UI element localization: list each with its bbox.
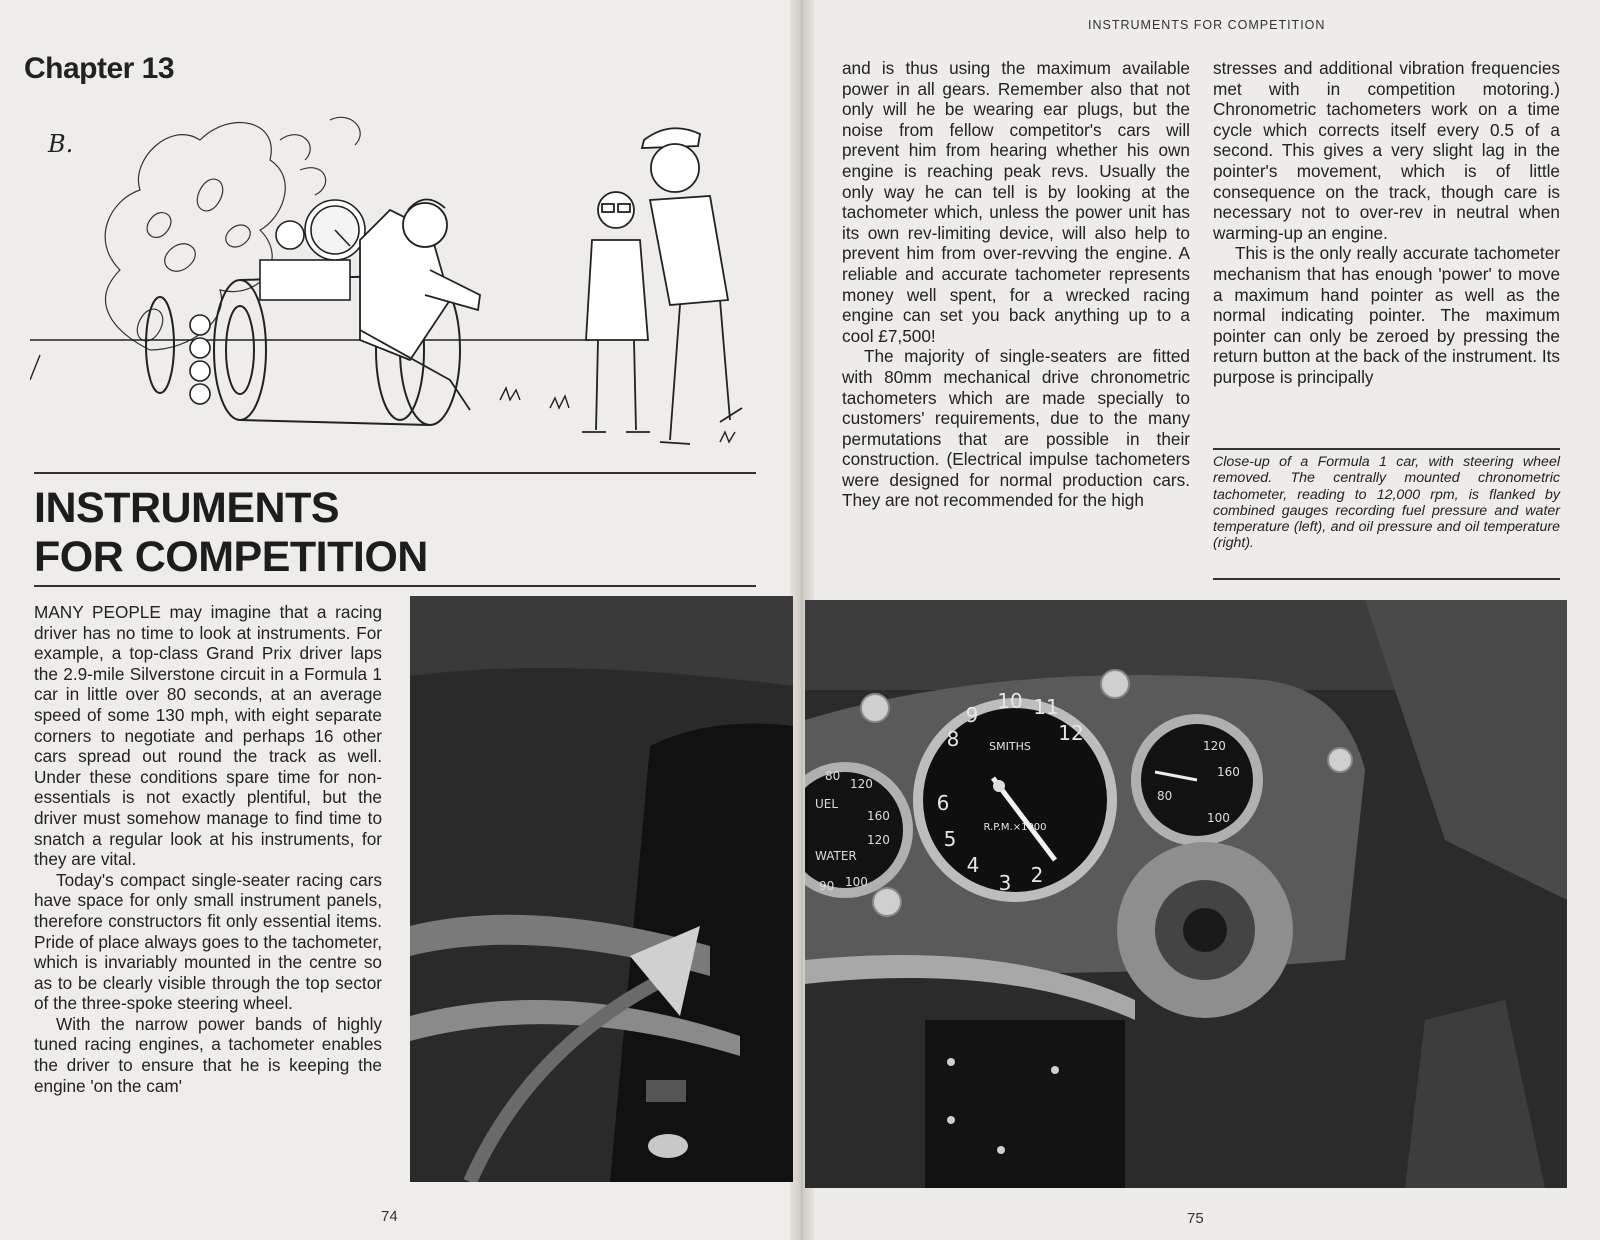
photo-left-half — [410, 596, 793, 1182]
right-gauge-num-4: 100 — [1207, 811, 1230, 825]
tacho-num-3: 3 — [998, 871, 1012, 895]
tacho-num-2: 2 — [1030, 863, 1044, 887]
left-body-column — [34, 602, 382, 1096]
running-head: INSTRUMENTS FOR COMPETITION — [1088, 18, 1326, 32]
page-number-right: 75 — [1187, 1210, 1204, 1227]
right-gauge-num-3: 80 — [1157, 789, 1173, 803]
right-col1-paragraph-1: and is thus using the maximum available power in all gears. Remember also that not only will he be wearing ear plugs, but the noise from fellow competitor's cars will prevent him from hearing whether his own engine is reaching peak revs. Usually the only way he can tell is by looking at the tachometer which, unless the power unit has its own rev-limiting device, will also help to prevent him from over-revving the engine. A reliable and accurate tachometer represents money well spent, for a wrecked racing engine can set you back anything up to a cool £7,500! — [842, 58, 1190, 346]
right-col1-paragraph-2: The majority of single-seaters are fitted with 80mm mechanical drive chronometric tachometers which are made specially to customers' requirements, due to the many permutations that are possible in their construction. (Electrical impulse tachometers were designed for normal production cars. They are not recommended for the high — [842, 346, 1190, 511]
left-gauge-label-water: WATER — [815, 849, 857, 863]
title-rule-top — [34, 472, 756, 474]
left-paragraph-2: Today's compact single-seater racing cars have space for only small instrument panels, therefore constructors fit only essential items. Pride of place always goes to the tachometer, which is invariably mounted in the centre so as to be clearly visible through the top sector of the three-spoke steering wheel. — [34, 869, 382, 1014]
dashboard-photo — [805, 600, 1567, 1188]
cartoon-illustration — [30, 100, 756, 460]
right-body-column-2 — [1213, 58, 1560, 388]
right-gauge-num-1: 120 — [1203, 739, 1226, 753]
left-paragraph-1: MANY PEOPLE may imagine that a racing driver has no time to look at instruments. For example, a top-class Grand Prix driver laps the 2.9-mile Silverstone circuit in a Formula 1 car in little over 80 seconds, at an average speed of some 130 mph, with eight separate corners to negotiate and perhaps 16 other cars spread out round the track as well. Under these conditions spare time for non-essentials is not exactly plentiful, but the driver must somehow manage to find time to snatch a regular look at his instruments, for they are vital. — [34, 602, 382, 870]
left-paragraph-3: With the narrow power bands of highly tuned racing engines, a tachometer enables the driver to ensure that he is keeping the engine 'on the cam' — [34, 1013, 382, 1096]
left-gauge-num-2: 120 — [850, 777, 873, 791]
chapter-label: Chapter 13 — [24, 52, 175, 85]
photo-caption: Close-up of a Formula 1 car, with steering wheel removed. The centrally mounted chronometric tachometer, reading to 12,000 rpm, is flanked by combined gauges recording fuel pressure and water temperature (left), and oil pressure and oil temperature (right). — [1213, 454, 1560, 552]
left-gauge-num-3: 160 — [867, 809, 890, 823]
right-col2-paragraph-1: stresses and additional vibration frequencies met with in competition motoring.) Chronometric tachometers work on a time cycle which corrects itself every 0.5 of a second. This gives a very slight lag in the pointer's movement, which is of little consequence on the track, though care is necessary not to over-rev in neutral when warming-up an engine. — [1213, 58, 1560, 243]
left-gauge-num-6: 100 — [845, 875, 868, 889]
left-gauge-num-1: 80 — [825, 769, 841, 783]
left-gauge-num-4: 120 — [867, 833, 890, 847]
tacho-unit: R.P.M.×1000 — [983, 822, 1047, 833]
title-line-1: INSTRUMENTS — [34, 484, 340, 532]
caption-rule-top — [1213, 448, 1560, 450]
caption-rule-bottom — [1213, 578, 1560, 580]
tacho-num-8: 8 — [946, 727, 960, 751]
tacho-num-11: 11 — [1033, 695, 1059, 719]
cartoon-signature: B. — [48, 130, 74, 158]
left-gauge-num-5: 90 — [819, 879, 835, 893]
article-title — [34, 484, 428, 582]
title-line-2: FOR COMPETITION — [34, 533, 428, 581]
right-body-column-1 — [842, 58, 1190, 511]
right-col2-paragraph-2: This is the only really accurate tachometer mechanism that has enough 'power' to move a maximum hand pointer as well as the normal indicating pointer. The maximum pointer can only be zeroed by pressing the return button at the back of the instrument. Its purpose is principally — [1213, 243, 1560, 387]
left-gauge-label-fuel: UEL — [815, 797, 839, 811]
page-number-left: 74 — [381, 1208, 398, 1225]
tacho-num-10: 10 — [997, 689, 1023, 713]
tacho-num-12: 12 — [1058, 721, 1084, 745]
right-gauge-num-2: 160 — [1217, 765, 1240, 779]
tacho-num-5: 5 — [943, 827, 957, 851]
tacho-num-9: 9 — [965, 703, 979, 727]
tacho-num-4: 4 — [966, 853, 980, 877]
tacho-brand: SMITHS — [989, 740, 1031, 753]
tacho-num-6: 6 — [936, 791, 950, 815]
title-rule-bottom — [34, 585, 756, 587]
oil-gauge — [1131, 714, 1263, 846]
